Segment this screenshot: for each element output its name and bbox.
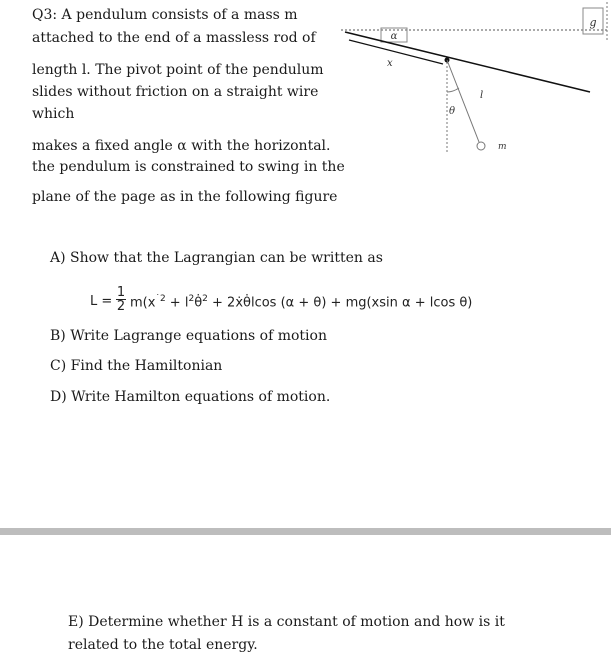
theta-label: θ bbox=[449, 106, 456, 117]
question-line-5: which bbox=[32, 106, 75, 122]
question-line-3: length l. The pivot point of the pendulum bbox=[32, 62, 324, 78]
x-label: x bbox=[387, 58, 393, 69]
inclined-wire bbox=[345, 32, 590, 92]
formula-lhs: L = bbox=[90, 294, 113, 309]
pendulum-mass bbox=[477, 142, 485, 150]
question-line-7: the pendulum is constrained to swing in the bbox=[32, 159, 345, 175]
fraction-numerator: 1 bbox=[116, 285, 126, 300]
part-e-line-1: E) Determine whether H is a constant of motion and how is it bbox=[68, 614, 505, 630]
formula-body: $m(x^{˙2}$ + $l^2\thetȧ^2$ + 2ẋθ̇lcos (α + θ) + mg(xsin α + lcos θ) bbox=[130, 294, 473, 311]
pendulum-figure bbox=[335, 0, 611, 165]
gravity-label: g bbox=[589, 16, 597, 29]
part-d-text: D) Write Hamilton equations of motion. bbox=[50, 389, 331, 405]
question-line-4: slides without friction on a straight wire bbox=[32, 84, 319, 100]
question-line-1: Q3: A pendulum consists of a mass m bbox=[32, 7, 298, 23]
fraction-denominator: 2 bbox=[116, 299, 126, 314]
rod-length-label: l bbox=[480, 90, 484, 101]
theta-arc bbox=[447, 88, 459, 92]
question-line-8: plane of the page as in the following figure bbox=[32, 189, 338, 205]
mass-label: m bbox=[498, 142, 507, 152]
formula-fraction bbox=[116, 286, 126, 313]
part-b-text: B) Write Lagrange equations of motion bbox=[50, 328, 327, 344]
alpha-label: α bbox=[390, 31, 398, 42]
pendulum-rod bbox=[447, 60, 479, 142]
part-a-text: A) Show that the Lagrangian can be written as bbox=[50, 250, 383, 266]
question-line-2: attached to the end of a massless rod of bbox=[32, 30, 316, 46]
lagrangian-formula bbox=[90, 286, 490, 316]
part-c-text: C) Find the Hamiltonian bbox=[50, 358, 223, 374]
question-line-6: makes a fixed angle α with the horizontal. bbox=[32, 138, 331, 154]
section-divider bbox=[0, 528, 611, 535]
part-e-line-2: related to the total energy. bbox=[68, 637, 258, 653]
